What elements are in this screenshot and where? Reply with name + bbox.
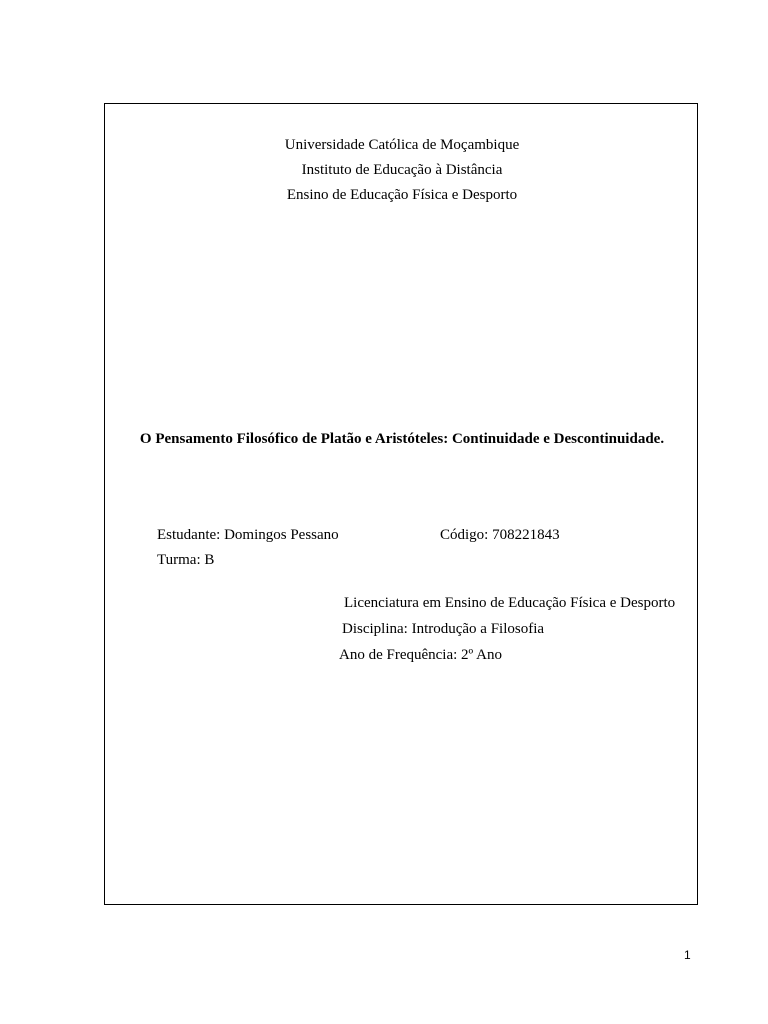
document-title: O Pensamento Filosófico de Platão e Aristóteles: Continuidade e Descontinuidade. [139, 431, 665, 447]
university-name: Universidade Católica de Moçambique [284, 137, 520, 153]
institution-header [0, 133, 768, 208]
institute-name: Instituto de Educação à Distância [301, 162, 503, 178]
student-class: Turma: B [157, 552, 215, 568]
cover-page-frame [104, 103, 698, 905]
program-name: Ensino de Educação Física e Desporto [286, 187, 518, 203]
course-degree: Licenciatura em Ensino de Educação Física e Desporto [344, 595, 676, 611]
course-year: Ano de Frequência: 2º Ano [339, 647, 502, 663]
student-code: Código: 708221843 [440, 527, 560, 543]
page-number: 1 [684, 948, 691, 962]
student-name: Estudante: Domingos Pessano [157, 527, 339, 543]
course-subject: Disciplina: Introdução a Filosofia [342, 621, 545, 637]
